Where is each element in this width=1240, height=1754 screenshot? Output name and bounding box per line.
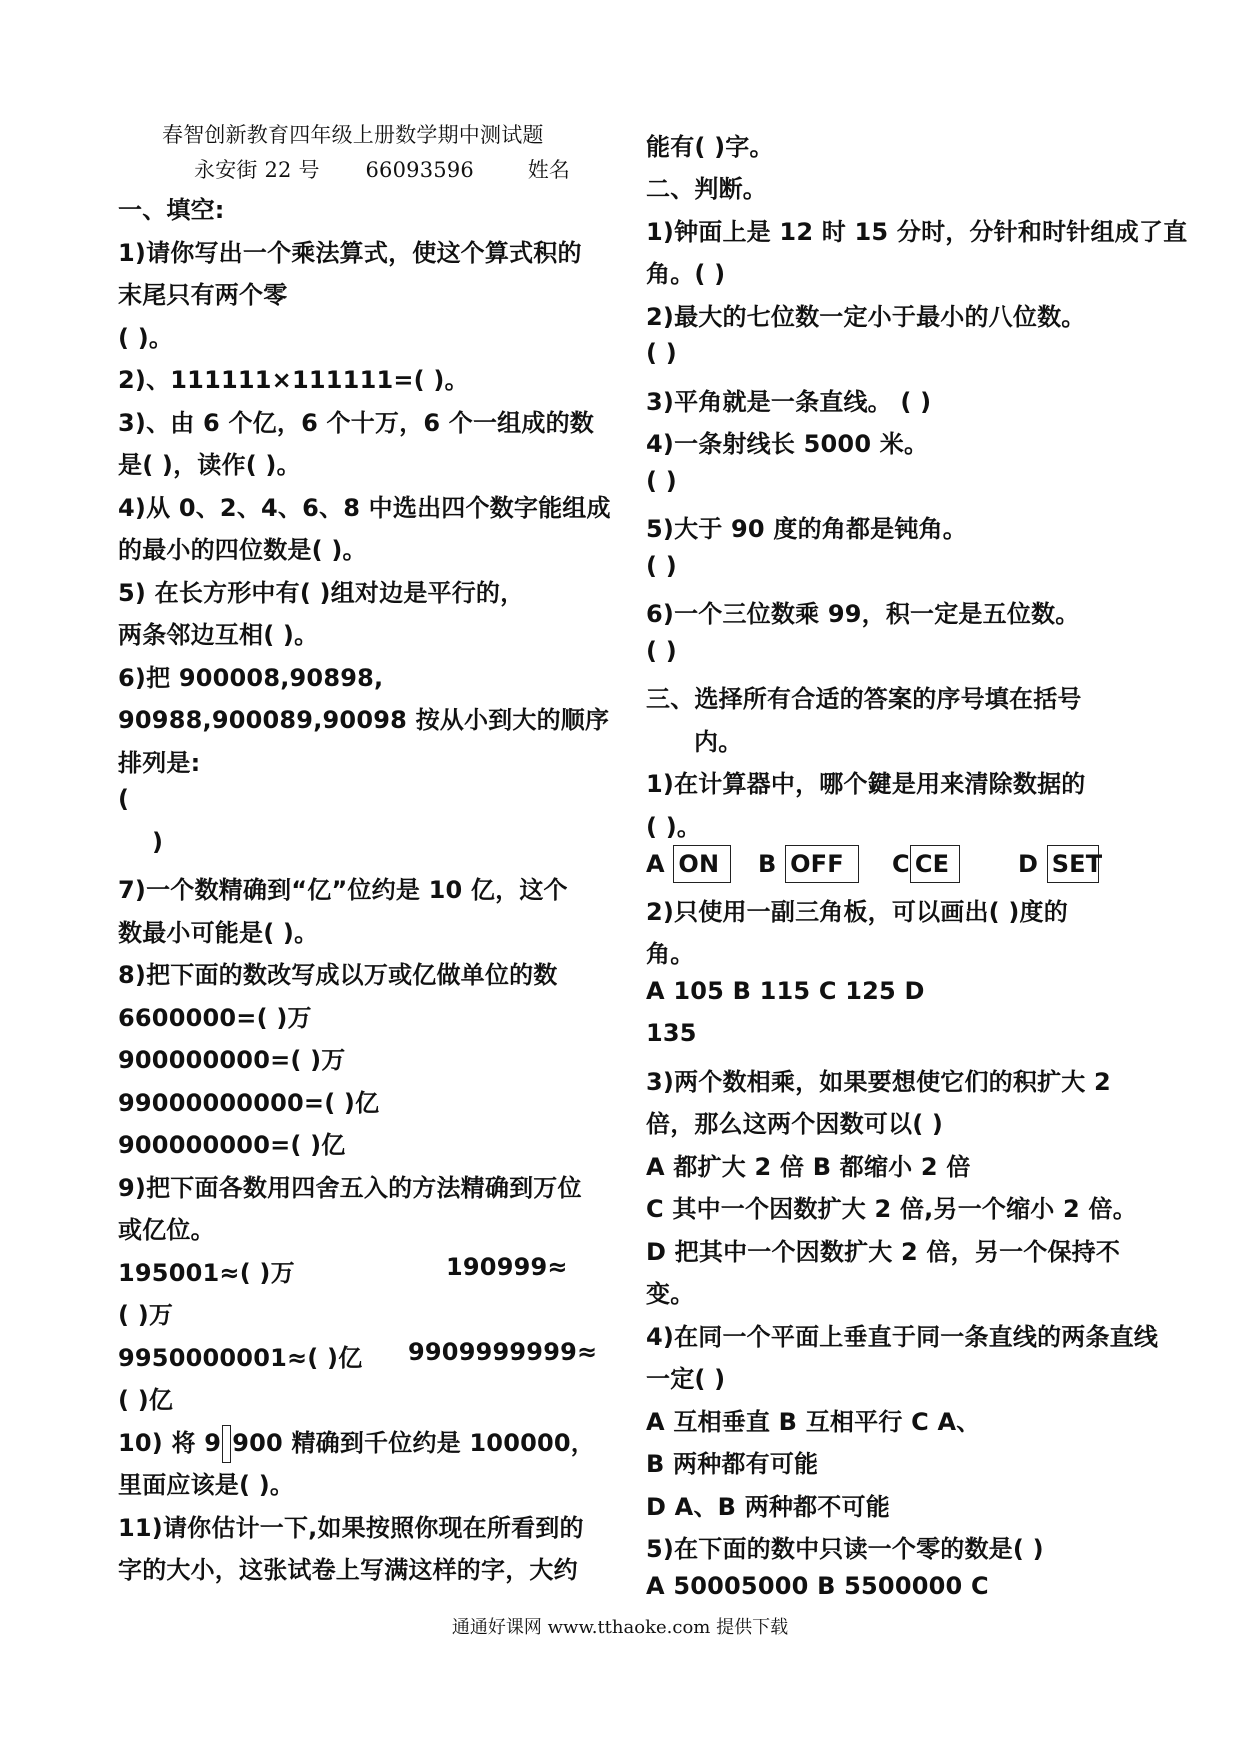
header-phone: 66093596 — [365, 158, 474, 182]
answer-blank: ( )。 — [118, 324, 174, 352]
question-text: 字的大小，这张试卷上写满这样的字，大约 — [118, 1556, 578, 1584]
option-list: 变。 — [646, 1280, 695, 1308]
question-text: 6)一个三位数乘 99，积一定是五位数。 — [646, 600, 1080, 628]
page-title: 春智创新教育四年级上册数学期中测试题 — [162, 123, 544, 147]
question-text: 4)从 0、2、4、6、8 中选出四个数字能组成 — [118, 494, 611, 522]
option-a — [646, 845, 731, 883]
option-list: C 其中一个因数扩大 2 倍,另一个缩小 2 倍。 — [646, 1195, 1137, 1223]
option-list: A 50005000 B 5500000 C — [646, 1572, 989, 1600]
option-letter: C — [892, 850, 910, 878]
question-text: 190999≈ — [446, 1253, 568, 1281]
question-text: 是( )，读作( )。 — [118, 451, 301, 479]
calculator-key: OFF — [785, 845, 859, 883]
section-choice-heading: 内。 — [694, 728, 743, 756]
question-text: 角。( ) — [646, 260, 726, 288]
option-list: D A、B 两种都不可能 — [646, 1493, 890, 1521]
digit-box — [222, 1425, 231, 1463]
answer-blank: ) — [152, 828, 164, 856]
answer-blank: ( )亿 — [118, 1386, 174, 1414]
question-text: 195001≈( )万 — [118, 1259, 295, 1287]
option-list: B 两种都有可能 — [646, 1450, 819, 1478]
answer-blank: ( ) — [646, 339, 677, 367]
question-text: 1)在计算器中，哪个鍵是用来清除数据的 — [646, 770, 1086, 798]
section-fill-blank-heading: 一、填空: — [118, 196, 225, 224]
option-letter: B — [758, 850, 777, 878]
question-text: 6600000=( )万 — [118, 1004, 312, 1032]
question-text: 倍，那么这两个因数可以( ) — [646, 1110, 944, 1138]
question-text: 2)最大的七位数一定小于最小的八位数。 — [646, 303, 1086, 331]
question-text: 4)一条射线长 5000 米。 — [646, 430, 929, 458]
header-address: 永安街 22 号 — [194, 158, 320, 182]
answer-blank: ( ) — [646, 467, 677, 495]
question-text: 3)、由 6 个亿，6 个十万，6 个一组成的数 — [118, 409, 594, 437]
question-text: 角。 — [646, 940, 695, 968]
section-judge-heading: 二、判断。 — [646, 175, 767, 203]
option-list: A 105 B 115 C 125 D — [646, 977, 925, 1005]
option-c — [892, 845, 960, 883]
question-text: 5) 在长方形中有( )组对边是平行的， — [118, 579, 525, 607]
option-list: 135 — [646, 1019, 697, 1047]
calculator-key: ON — [673, 845, 731, 883]
question-text: 末尾只有两个零 — [118, 281, 288, 309]
answer-blank: ( ) — [646, 552, 677, 580]
calculator-key: SET — [1047, 845, 1099, 883]
question-text: 2)、111111×111111=( )。 — [118, 366, 469, 394]
option-letter: D — [1018, 850, 1039, 878]
answer-blank: ( — [118, 785, 130, 813]
question-text: 排列是: — [118, 749, 201, 777]
question-text: 5)大于 90 度的角都是钝角。 — [646, 515, 967, 543]
question-text: 7)一个数精确到“亿”位约是 10 亿，这个 — [118, 876, 568, 904]
question-text: 9)把下面各数用四舍五入的方法精确到万位 — [118, 1174, 582, 1202]
question-text — [118, 1423, 595, 1463]
question-text: 6)把 900008,90898, — [118, 664, 384, 692]
question-text: 数最小可能是( )。 — [118, 919, 319, 947]
answer-blank: ( ) — [646, 637, 677, 665]
header-name-label: 姓名 — [527, 158, 571, 182]
question-text: 3)平角就是一条直线。 ( ) — [646, 388, 932, 416]
calculator-key: CE — [910, 845, 960, 883]
question-text: 1)请你写出一个乘法算式，使这个算式积的 — [118, 239, 582, 267]
option-list: D 把其中一个因数扩大 2 倍，另一个保持不 — [646, 1238, 1121, 1266]
question-text: 8)把下面的数改写成以万或亿做单位的数 — [118, 961, 558, 989]
question-text: 的最小的四位数是( )。 — [118, 536, 367, 564]
option-list: A 都扩大 2 倍 B 都缩小 2 倍 — [646, 1153, 971, 1181]
option-d — [1018, 845, 1103, 883]
question-text: 99000000000=( )亿 — [118, 1089, 380, 1117]
q10-prefix: 10) 将 9 — [118, 1429, 222, 1457]
question-text: 一定( ) — [646, 1365, 726, 1393]
question-text: 900000000=( )亿 — [118, 1131, 346, 1159]
header-info — [194, 154, 570, 184]
question-text: 9909999999≈ — [408, 1338, 598, 1366]
option-b — [758, 845, 859, 883]
section-choice-heading: 三、选择所有合适的答案的序号填在括号 — [646, 685, 1082, 713]
question-text: 里面应该是( )。 — [118, 1471, 295, 1499]
question-text: 或亿位。 — [118, 1216, 215, 1244]
question-text: 1)钟面上是 12 时 15 分时，分针和时针组成了直 — [646, 218, 1188, 246]
answer-blank: ( )。 — [646, 813, 702, 841]
question-text: 4)在同一个平面上垂直于同一条直线的两条直线 — [646, 1323, 1159, 1351]
question-text: 5)在下面的数中只读一个零的数是( ) — [646, 1535, 1044, 1563]
page-footer: 通通好课网 www.tthaoke.com 提供下载 — [451, 1617, 789, 1638]
q10-suffix: 900 精确到千位约是 100000， — [232, 1429, 595, 1457]
option-letter: A — [646, 850, 665, 878]
question-text: 11)请你估计一下,如果按照你现在所看到的 — [118, 1514, 584, 1542]
question-text: 能有( )字。 — [646, 133, 774, 161]
question-text: 900000000=( )万 — [118, 1046, 346, 1074]
question-text: 两条邻边互相( )。 — [118, 621, 319, 649]
question-text: 9950000001≈( )亿 — [118, 1344, 363, 1372]
question-text: 2)只使用一副三角板，可以画出( )度的 — [646, 898, 1068, 926]
option-list: A 互相垂直 B 互相平行 C A、 — [646, 1408, 981, 1436]
question-text: 3)两个数相乘，如果要想使它们的积扩大 2 — [646, 1068, 1111, 1096]
question-text: 90988,900089,90098 按从小到大的顺序 — [118, 706, 610, 734]
answer-blank: ( )万 — [118, 1301, 174, 1329]
